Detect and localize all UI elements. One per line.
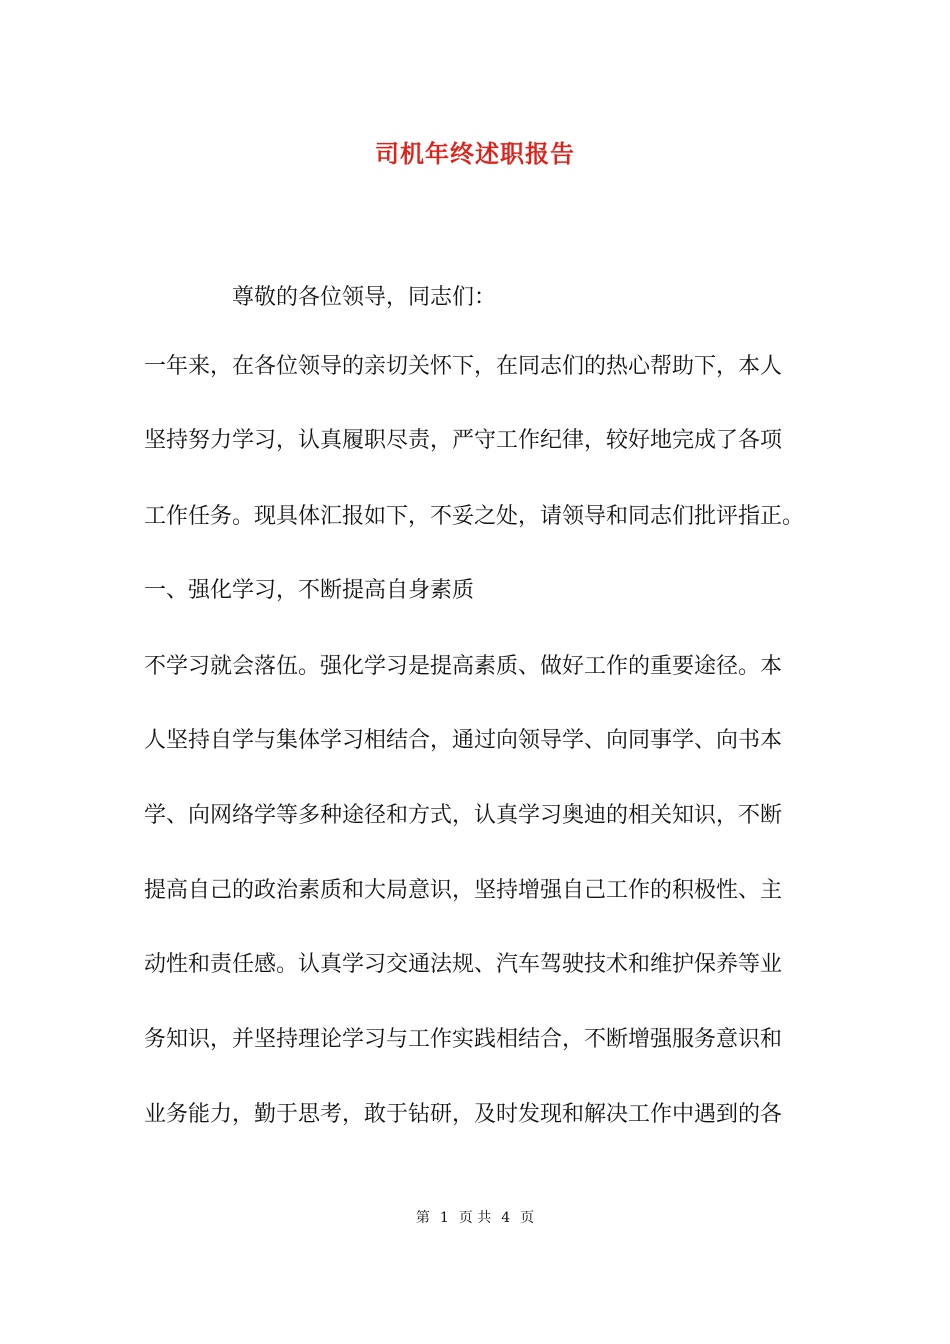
paragraph-line: 坚持努力学习，认真履职尽责，严守工作纪律，较好地完成了各项 — [144, 428, 783, 453]
document-title: 司机年终述职报告 — [375, 139, 575, 168]
footer-current-page: 1 — [439, 1210, 449, 1226]
salutation: 尊敬的各位领导，同志们： — [232, 285, 497, 310]
footer-total-pages: 4 — [501, 1210, 511, 1226]
paragraph-line: 业务能力，勤于思考，敢于钻研，及时发现和解决工作中遇到的各 — [144, 1102, 783, 1127]
paragraph-line: 动性和责任感。认真学习交通法规、汽车驾驶技术和维护保养等业 — [144, 952, 783, 977]
section-heading: 一、强化学习，不断提高自身素质 — [144, 578, 475, 603]
paragraph-line: 工作任务。现具体汇报如下，不妥之处，请领导和同志们批评指正。 — [144, 504, 805, 529]
paragraph-line: 务知识，并坚持理论学习与工作实践相结合，不断增强服务意识和 — [144, 1027, 783, 1052]
paragraph-line: 学、向网络学等多种途径和方式，认真学习奥迪的相关知识，不断 — [144, 803, 783, 828]
paragraph-line: 一年来，在各位领导的亲切关怀下，在同志们的热心帮助下，本人 — [144, 354, 783, 379]
paragraph-line: 不学习就会落伍。强化学习是提高素质、做好工作的重要途径。本 — [144, 654, 783, 679]
footer-mid: 页 共 — [458, 1210, 492, 1226]
footer-suffix: 页 — [520, 1210, 535, 1226]
paragraph-line: 提高自己的政治素质和大局意识，坚持增强自己工作的积极性、主 — [144, 878, 783, 903]
footer-prefix: 第 — [415, 1210, 430, 1226]
paragraph-line: 人坚持自学与集体学习相结合，通过向领导学、向同事学、向书本 — [144, 728, 783, 753]
page-footer — [0, 1208, 950, 1228]
